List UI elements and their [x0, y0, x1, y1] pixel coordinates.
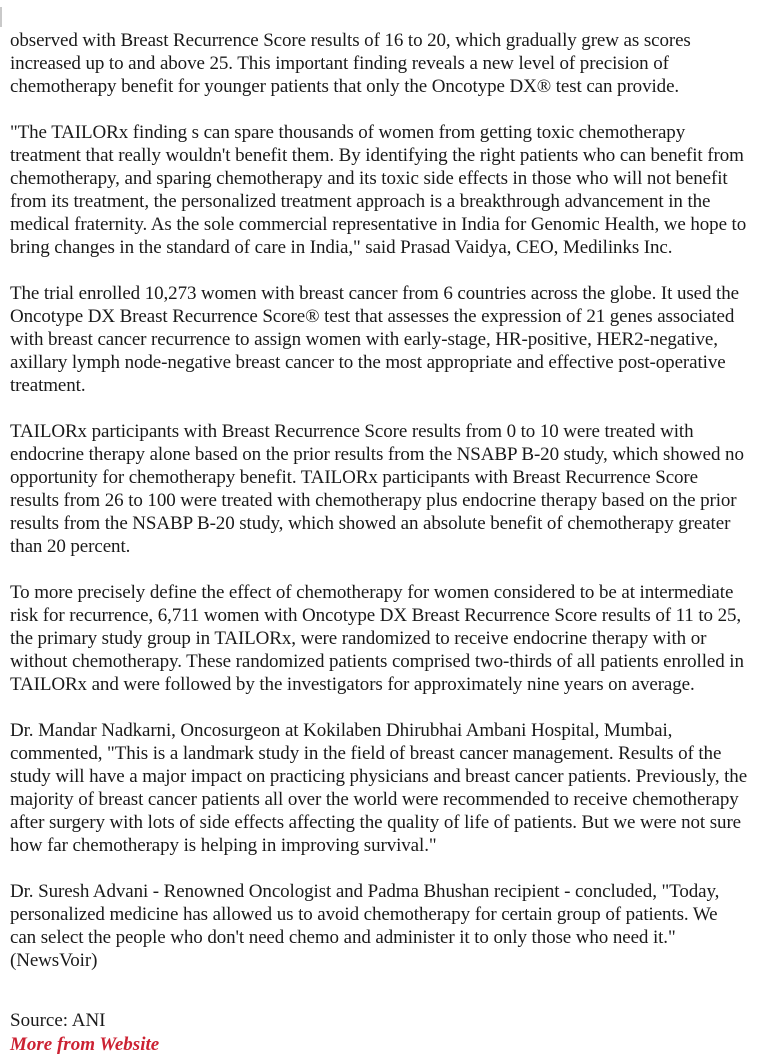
article-paragraph: observed with Breast Recurrence Score results of 16 to 20, which gradually grew as scores increased up to and above 25. This important finding reveals a new level of precision of chemotherapy benefit for younger patients that only the Oncotype DX® test can provide. — [10, 30, 691, 97]
article-paragraph: To more precisely define the effect of chemotherapy for women considered to be at intermediate risk for recurrence, 6,711 women with Oncotype DX Breast Recurrence Score results of 11 to 25, the primary study group in TAILORx, were randomized to receive endocrine therapy with or without chemotherapy. These randomized patients comprised two-thirds of all patients enrolled in TAILORx and were followed by the investigators for approximately nine years on average. — [10, 582, 744, 695]
more-from-website-link[interactable]: More from Website — [10, 1034, 160, 1055]
scroll-edge-artifact — [0, 7, 2, 27]
article-paragraph: The trial enrolled 10,273 women with breast cancer from 6 countries across the globe. It used the Oncotype DX Breast Recurrence Score® test that assesses the expression of 21 genes associated with breast cancer recurrence to assign women with early-stage, HR-positive, HER2-negative, axillary lymph node-negative breast cancer to the most appropriate and effective post-operative treatment. — [10, 283, 739, 396]
article-paragraph: Dr. Suresh Advani - Renowned Oncologist and Padma Bhushan recipient - concluded, "Today, personalized medicine has allowed us to avoid chemotherapy for certain group of patients. We can select the people who don't need chemo and administer it to only those who need it." (NewsVoir) — [10, 881, 720, 971]
article-paragraph: "The TAILORx finding s can spare thousands of women from getting toxic chemotherapy treatment that really wouldn't benefit them. By identifying the right patients who can benefit from chemotherapy, and sparing chemotherapy and its toxic side effects in those who will not benefit from its treatment, the personalized treatment approach is a breakthrough advancement in the medical fraternity. As the sole commercial representative in India for Genomic Health, we hope to bring changes in the standard of care in India," said Prasad Vaidya, CEO, Medilinks Inc. — [10, 122, 747, 258]
source-line: Source: ANI — [10, 1010, 106, 1031]
source-block — [10, 1009, 748, 1056]
article-paragraph: Dr. Mandar Nadkarni, Oncosurgeon at Kokilaben Dhirubhai Ambani Hospital, Mumbai, commented, "This is a landmark study in the field of breast cancer management. Results of the study will have a major impact on practicing physicians and breast cancer patients. Previously, the majority of breast cancer patients all over the world were recommended to receive chemotherapy after surgery with lots of side effects affecting the quality of life of patients. But we were not sure how far chemotherapy is helping in improving survival." — [10, 720, 748, 856]
article-body — [10, 29, 748, 972]
article-paragraph: TAILORx participants with Breast Recurrence Score results from 0 to 10 were treated with endocrine therapy alone based on the prior results from the NSABP B-20 study, which showed no opportunity for chemotherapy benefit. TAILORx participants with Breast Recurrence Score results from 26 to 100 were treated with chemotherapy plus endocrine therapy based on the prior results from the NSABP B-20 study, which showed an absolute benefit of chemotherapy greater than 20 percent. — [10, 421, 744, 557]
